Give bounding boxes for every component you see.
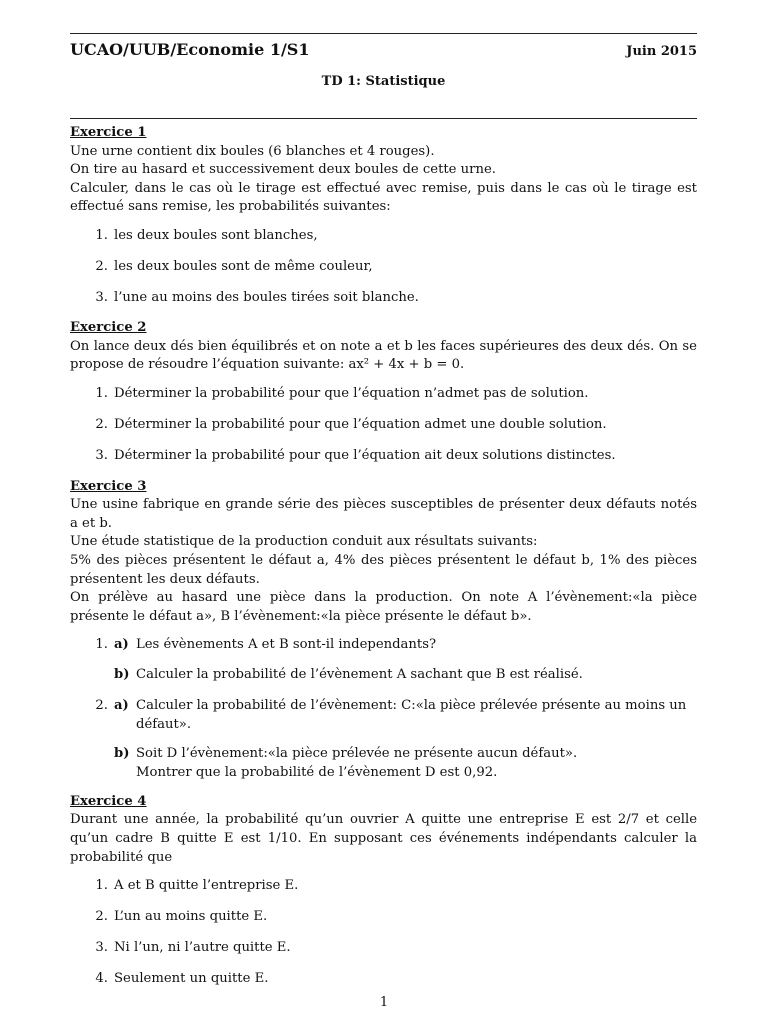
list-item (70, 258, 697, 277)
sub-question-group (114, 697, 697, 782)
list-item (70, 385, 697, 404)
document-subtitle: TD 1: Statistique (321, 74, 446, 89)
list-item (70, 697, 697, 782)
item-number: 1. (95, 878, 108, 894)
exercise-title: Exercice 1 (70, 125, 147, 140)
list-item (70, 447, 697, 466)
item-text: L’un au moins quitte E. (114, 909, 268, 925)
top-rule (70, 33, 697, 34)
course-title: UCAO/UUB/Economie 1/S1 (70, 40, 310, 59)
question-list (70, 227, 697, 308)
exercise-2 (70, 319, 697, 465)
item-number: 4. (95, 971, 108, 987)
document-header (70, 40, 697, 64)
item-number: 2. (95, 909, 108, 925)
paragraph: On tire au hasard et successivement deux boules de cette urne. (70, 162, 496, 178)
sub-text: Les évènements A et B sont-il independants? (136, 637, 437, 653)
sub-question (114, 745, 697, 782)
list-item (70, 227, 697, 246)
item-text: Déterminer la probabilité pour que l’équation admet une double solution. (114, 416, 607, 432)
item-text: Déterminer la probabilité pour que l’équation n’admet pas de solution. (114, 385, 589, 401)
item-number: 2. (95, 697, 108, 713)
item-number: 2. (95, 416, 108, 432)
paragraph: Une urne contient dix boules (6 blanches et 4 rouges). (70, 143, 435, 159)
item-number: 1. (95, 385, 108, 401)
paragraph: On lance deux dés bien équilibrés et on note a et b les faces supérieures des deux dés. On se propose de résoudre l’équation suivante: ax² + 4x + b = 0. (70, 338, 697, 373)
paragraph: On prélève au hasard une pièce dans la production. On note A l’évènement:«la pièce présente le défaut a», B l’évènement:«la pièce présente le défaut b». (70, 590, 697, 624)
item-number: 3. (95, 289, 108, 305)
exercise-title: Exercice 2 (70, 319, 147, 335)
sub-letter: a) (114, 697, 129, 713)
exercise-3 (70, 478, 697, 783)
document-body (70, 124, 697, 1001)
item-number: 3. (95, 447, 108, 463)
question-list (70, 877, 697, 989)
sub-letter: a) (114, 637, 129, 653)
exercise-4 (70, 793, 697, 989)
date-label: Juin 2015 (626, 44, 697, 59)
list-item (70, 636, 697, 684)
paragraph: Une usine fabrique en grande série des pièces susceptibles de présenter deux défauts notés a et b. (70, 497, 697, 531)
exercise-1 (70, 124, 697, 308)
item-text: A et B quitte l’entreprise E. (114, 878, 299, 894)
sub-letter: b) (114, 667, 130, 682)
paragraph: Durant une année, la probabilité qu’un ouvrier A quitte une entreprise E est 2/7 et celle qu’un cadre B quitte E est 1/10. En supposant ces événements indépendants calculer la probabilité que (70, 812, 697, 865)
paragraph: Une étude statistique de la production conduit aux résultats suivants: (70, 534, 538, 550)
sub-letter: b) (114, 746, 130, 762)
item-text: Ni l’un, ni l’autre quitte E. (114, 940, 291, 956)
item-number: 1. (95, 227, 108, 243)
sub-question-group (114, 636, 697, 684)
sub-text: Calculer la probabilité de l’évènement: C:«la pièce prélevée présente au moins un défaut». (136, 697, 687, 732)
paragraph: 5% des pièces présentent le défaut a, 4% des pièces présentent le défaut b, 1% des pièces présentent les deux défauts. (70, 553, 697, 587)
item-text: Déterminer la probabilité pour que l’équation ait deux solutions distinctes. (114, 447, 616, 463)
item-number: 1. (95, 637, 108, 653)
item-text: l’une au moins des boules tirées soit blanche. (114, 289, 419, 305)
list-item (70, 877, 697, 896)
question-list (70, 636, 697, 782)
sub-text: Soit D l’évènement:«la pièce prélevée ne présente aucun défaut». (136, 746, 578, 762)
item-text: les deux boules sont blanches, (114, 227, 318, 243)
item-number: 2. (95, 258, 108, 274)
list-item (70, 289, 697, 308)
question-list (70, 385, 697, 466)
list-item (70, 970, 697, 989)
item-text: les deux boules sont de même couleur, (114, 258, 373, 274)
sub-text: Calculer la probabilité de l’évènement A sachant que B est réalisé. (136, 667, 583, 682)
sub-question (114, 697, 697, 734)
paragraph: Calculer, dans le cas où le tirage est effectué avec remise, puis dans le cas où le tirage est effectué sans remise, les probabilités suivantes: (70, 180, 697, 215)
sub-text: Montrer que la probabilité de l’évènement D est 0,92. (136, 764, 498, 780)
sub-question (114, 636, 697, 655)
list-item (70, 416, 697, 435)
page-number: 1 (379, 995, 389, 1010)
sub-text-group (136, 745, 577, 782)
exercise-title: Exercice 3 (70, 478, 147, 494)
header-rule (70, 118, 697, 119)
list-item (70, 939, 697, 958)
list-item (70, 908, 697, 927)
item-text: Seulement un quitte E. (114, 971, 269, 987)
item-number: 3. (95, 940, 108, 956)
exercise-title: Exercice 4 (70, 793, 147, 809)
sub-question (114, 666, 697, 685)
